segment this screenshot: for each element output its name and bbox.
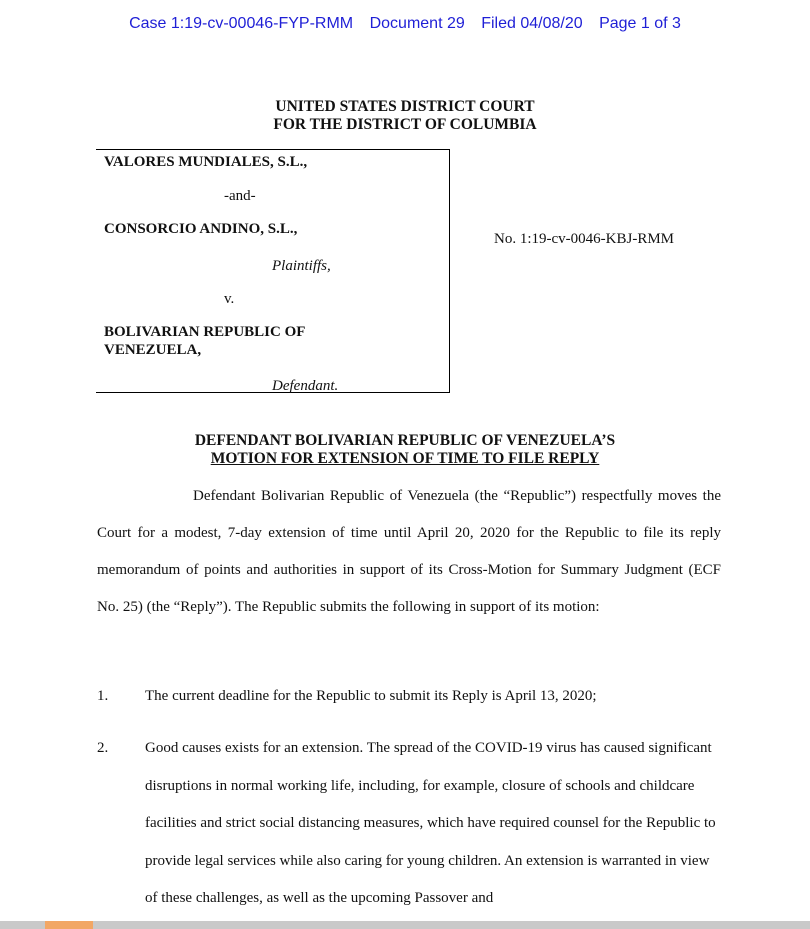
header-filed-date: Filed 04/08/20	[481, 15, 583, 32]
caption-and: -and-	[224, 188, 256, 204]
header-case-number: Case 1:19-cv-00046-FYP-RMM	[129, 15, 354, 32]
ecf-header	[0, 15, 810, 33]
intro-paragraph	[97, 478, 721, 626]
item-1-number: 1.	[97, 688, 109, 704]
scrollbar-thumb[interactable]	[45, 921, 93, 929]
motion-title	[0, 432, 810, 468]
case-number: No. 1:19-cv-0046-KBJ-RMM	[494, 231, 674, 247]
header-document: Document 29	[369, 15, 465, 32]
caption-versus: v.	[224, 291, 235, 307]
court-line-2: FOR THE DISTRICT OF COLUMBIA	[273, 116, 537, 133]
case-caption-box	[96, 149, 450, 393]
motion-title-line-1: DEFENDANT BOLIVARIAN REPUBLIC OF VENEZUELA’S	[194, 432, 616, 449]
item-2-text: Good causes exists for an extension. The spread of the COVID-19 virus has caused significant disruptions in normal working life, including, for example, closure of schools and childcare facilities and strict social distancing measures, which have required counsel for the Republic to provide legal services while also caring for young children. An extension is warranted in view of these challenges, as well as the upcoming Passover and	[145, 740, 716, 906]
motion-title-line-2: MOTION FOR EXTENSION OF TIME TO FILE REPLY	[210, 450, 600, 467]
defendant-line-1: BOLIVARIAN REPUBLIC OF	[104, 324, 306, 340]
horizontal-scrollbar[interactable]	[0, 921, 810, 929]
item-1-text: The current deadline for the Republic to submit its Reply is April 13, 2020;	[145, 688, 597, 704]
header-page-count: Page 1 of 3	[599, 15, 681, 32]
court-name	[0, 98, 810, 134]
plaintiff-2: CONSORCIO ANDINO, S.L.,	[104, 221, 298, 237]
court-line-1: UNITED STATES DISTRICT COURT	[275, 98, 535, 115]
defendant-line-2: VENEZUELA,	[104, 342, 202, 358]
plaintiffs-label: Plaintiffs,	[272, 258, 331, 274]
defendant-label: Defendant.	[272, 378, 339, 394]
plaintiff-1: VALORES MUNDIALES, S.L.,	[104, 154, 308, 170]
item-2-number: 2.	[97, 740, 109, 756]
intro-paragraph-text: Defendant Bolivarian Republic of Venezuela (the “Republic”) respectfully moves the Court for a modest, 7-day extension of time until April 20, 2020 for the Republic to file its reply memorandum of points and authorities in support of its Cross-Motion for Summary Judgment (ECF No. 25) (the “Reply”). The Republic submits the following in support of its motion:	[97, 488, 721, 615]
